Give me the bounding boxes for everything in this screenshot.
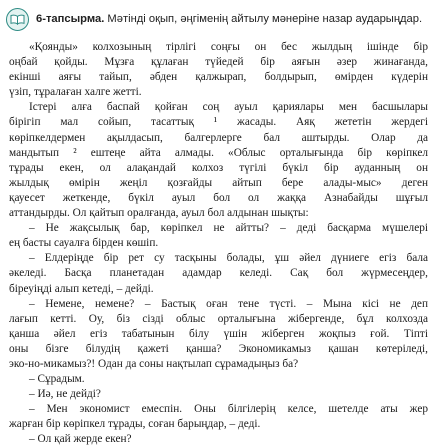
text-line: мандытып ² ештеңе айта алмады. «Облыс орталығында бір көріпкел (9, 146, 428, 159)
text-line: – Немене, немене? – Бастық оған тене түсті. – Мына кісі не деп (29, 297, 428, 310)
story-text (9, 40, 428, 446)
text-line: қанша әйел егіз табатынын білу үшін жіберген жоқпыз ғой. Тіпті (9, 327, 428, 340)
text-line: – Сұрадым. (29, 373, 85, 386)
task-label: 6-тапсырма. (36, 13, 105, 25)
text-line: лағып кетті. Оу, біз сізді облыс орталығына жібергенде, бұл колхозда (9, 312, 428, 325)
text-line: екінші аяғы тайып, әбден қалжырап, болдырып, өмірден күдерін (9, 71, 428, 84)
text-line: қауесет жеткенде, бүкіл ауыл бол ол жаққа Азнабайды шұғыл (9, 191, 428, 204)
text-line: Істері алға баспай қойған соң ауыл қариялары мен басшылары (29, 101, 428, 114)
task-text: Мәтінді оқып, әңгіменің айтылу мәнеріне назар аударыңдар. (104, 13, 423, 25)
book-icon (6, 8, 29, 31)
text-line: жарған бір көріпкел тұрады, соған барыңдар, – деді. (9, 418, 261, 431)
text-line: аттандырды. Ол қайтып оралғанда, ауыл бол алдынан шықты: (9, 207, 309, 220)
text-line: – Елдерiңде бір рет су тасқыны болады, ұш әйел дүниеге егіз бала (29, 252, 428, 265)
text-line: эко-но-микамыз?! Одан да соны нақтылап сұрамадыңыз ба? (9, 357, 299, 370)
text-line: үзіп, тұралаған халге жетті. (9, 86, 142, 99)
text-line: оңбай қойды. Мұзға құлаған түйедей бір аяғын әзер жинағанда, (9, 56, 428, 69)
text-line: ең басты сауалға бірден көшіп. (9, 237, 159, 250)
text-line: «Қоянды» колхозының тірлігі соңғы он бес жылдың ішінде бір (29, 41, 428, 53)
text-line: оны бізге білудің қажеті қанша? Экономикамыз қашан көтеріледі, (9, 342, 428, 355)
text-line: – Не жақсылық бар, көріпкел не айтты? – деді басқарма мүшелері (29, 222, 428, 235)
text-line: – Иә, не дейді? (29, 388, 101, 401)
text-line: жылдық өмірін жеңіл қозғайды айтып бере алады-мыс» деген (9, 176, 428, 189)
text-line: бірігіп мал сойып, тасаттық ¹ жасады. Аяқ жететін жердегі (9, 116, 428, 129)
text-line: біреуіңді алып кетеді, – дейді. (9, 282, 154, 295)
text-line: көріпкелдермен ақылдасып, балгерлерге бал аштырды. Олар да (9, 131, 428, 144)
text-line: – Ол қай жерде екен? (29, 433, 132, 446)
task-header (6, 6, 430, 32)
text-line: – Мен экономист емеспін. Оны білгілерің келсе, шетелде аты жер (29, 403, 428, 416)
task-instruction (36, 13, 422, 25)
text-line: әкеледі. Басқа планетадан адамдар келеді. Сақ бол жүрмесеңдер, (9, 267, 428, 280)
text-line: тұрады екен, ол алақандай колхоз түгілі бүкіл бір ауданның он (9, 161, 428, 174)
open-book-glyph (10, 14, 25, 25)
